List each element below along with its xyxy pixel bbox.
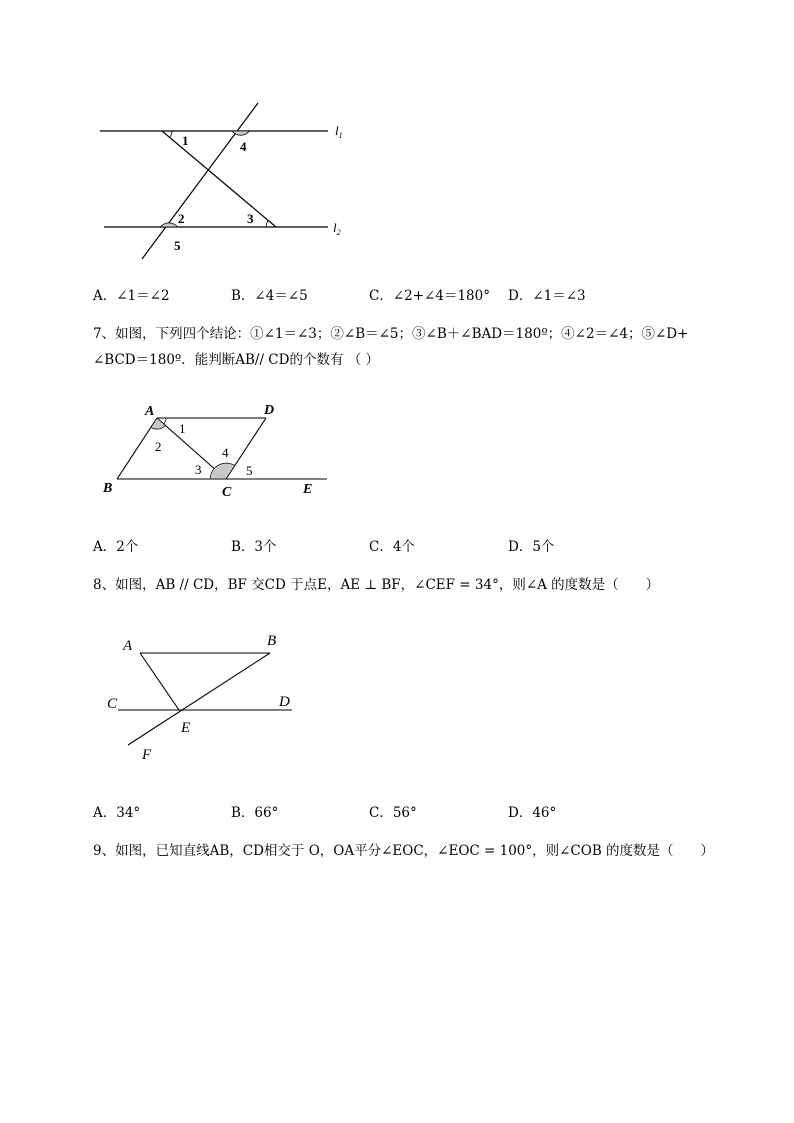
angle-label-2: 2	[178, 211, 185, 226]
q7-option-d: D．5个	[508, 539, 555, 555]
point-label-B: B	[103, 481, 113, 496]
angle-1-marker	[164, 418, 166, 424]
transversal-1	[142, 103, 258, 259]
point-label-E: E	[181, 720, 191, 736]
figure-parallel-lines-l1-l2	[90, 95, 360, 265]
angle-label-2: 2	[155, 439, 162, 454]
point-label-C: C	[222, 485, 232, 500]
q8-stem-line-1: 8、如图，AB // CD，BF 交CD 于点E，AE ⊥ BF，∠CEF = 34°，则∠A 的度数是（ ）	[93, 577, 660, 593]
angle-3-marker	[266, 221, 268, 227]
q6-option-b: B．∠4＝∠5	[231, 288, 308, 304]
angle-5-marker	[160, 223, 177, 227]
point-label-D: D	[264, 403, 275, 418]
q7-option-b: B．3个	[231, 539, 277, 555]
angle-label-4: 4	[222, 445, 229, 460]
angle-label-4: 4	[240, 139, 247, 154]
q7-stem-line-1: 7、如图，下列四个结论：①∠1＝∠3；②∠B＝∠5；③∠B＋∠BAD＝180º；④∠2＝∠4；⑤∠D+	[93, 326, 689, 342]
angle-label-1: 1	[182, 133, 189, 148]
angle-label-5: 5	[246, 463, 253, 478]
angle-label-3: 3	[195, 462, 202, 477]
line-label-l1: $l_1$	[335, 123, 343, 140]
angle-label-3: 3	[247, 211, 254, 226]
point-label-A: A	[145, 404, 155, 419]
q6-option-d: D．∠1＝∠3	[508, 288, 586, 304]
line-label-l2: $l_2$	[333, 220, 341, 237]
q8-option-d: D．46°	[508, 805, 557, 821]
angle-label-1: 1	[179, 421, 186, 436]
angle-2-marker	[151, 418, 166, 429]
angle-label-5: 5	[174, 238, 181, 253]
q7-option-a: A．2个	[93, 539, 139, 555]
point-label-F: F	[142, 747, 152, 763]
q6-option-a: A．∠1＝∠2	[93, 288, 170, 304]
q8-option-c: C．56°	[369, 805, 417, 821]
point-label-A: A	[123, 638, 133, 654]
figure-q8-parallel-lines	[100, 628, 310, 768]
point-label-D: D	[279, 694, 290, 710]
q7-stem-line-2: ∠BCD＝180º．能判断AB// CD的个数有 （ ）	[93, 352, 380, 368]
q7-option-c: C．4个	[369, 539, 415, 555]
point-label-E: E	[303, 482, 313, 497]
figure-q7-quadrilateral	[95, 398, 335, 503]
angle-1-marker	[170, 131, 172, 137]
point-label-C: C	[107, 696, 118, 712]
q9-stem-line-1: 9、如图，已知直线AB，CD相交于 O，OA平分∠EOC，∠EOC = 100°，则∠COB 的度数是（ ）	[93, 843, 715, 859]
q8-option-a: A．34°	[93, 805, 141, 821]
q8-option-b: B．66°	[231, 805, 279, 821]
q6-option-c: C．∠2+∠4＝180°	[369, 288, 490, 304]
segment-AE	[140, 653, 179, 710]
angle-4-marker	[210, 463, 235, 479]
point-label-B: B	[267, 633, 277, 649]
